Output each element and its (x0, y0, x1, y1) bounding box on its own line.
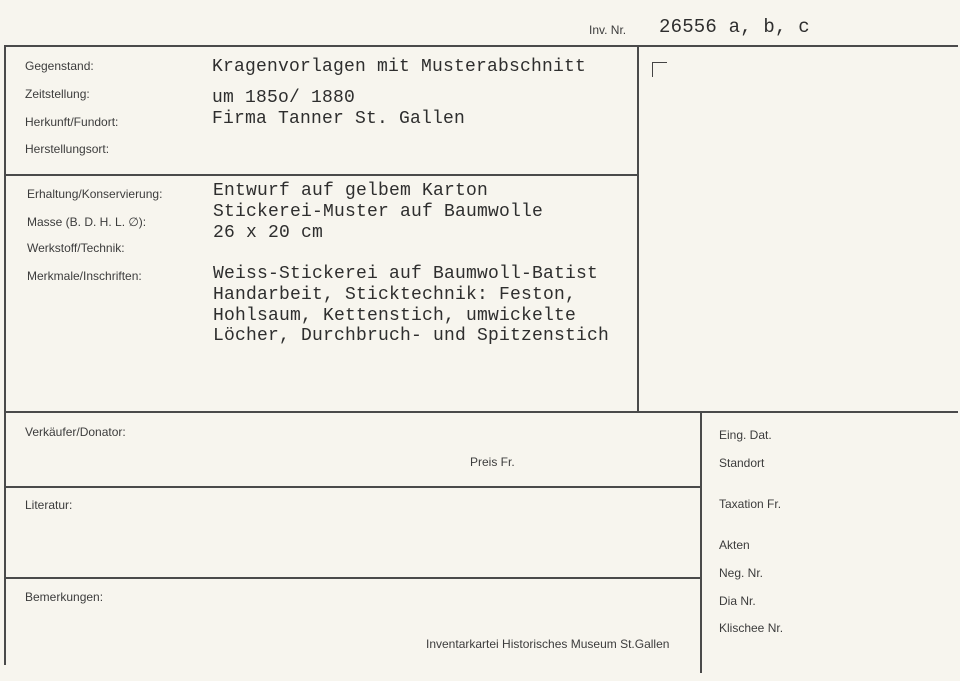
corner-mark (652, 62, 667, 77)
rule-verkaeufer (5, 486, 701, 488)
rule-vertical-top (637, 45, 639, 412)
preis-label: Preis Fr. (470, 455, 515, 469)
herkunft-label: Herkunft/Fundort: (25, 115, 119, 129)
gegenstand-value: Kragenvorlagen mit Musterabschnitt (212, 57, 587, 77)
akten-label: Akten (719, 538, 750, 552)
rule-vertical-bottom (700, 411, 702, 673)
rule-section2 (5, 411, 958, 413)
inv-nr-label: Inv. Nr. (589, 23, 627, 37)
rule-left-edge (4, 45, 6, 665)
herstellungsort-label: Herstellungsort: (25, 142, 110, 156)
eing-dat-label: Eing. Dat. (719, 428, 772, 442)
description-line: Entwurf auf gelbem Karton (213, 181, 489, 201)
dia-nr-label: Dia Nr. (719, 594, 756, 608)
masse-label: Masse (B. D. H. L. ∅): (27, 215, 147, 229)
description-line: Stickerei-Muster auf Baumwolle (213, 202, 544, 222)
bemerkungen-label: Bemerkungen: (25, 590, 104, 604)
rule-literatur (5, 577, 701, 579)
verkaeufer-label: Verkäufer/Donator: (25, 425, 126, 439)
gegenstand-label: Gegenstand: (25, 59, 94, 73)
rule-section1 (5, 174, 639, 176)
literatur-label: Literatur: (25, 498, 73, 512)
description-line: Weiss-Stickerei auf Baumwoll-Batist (213, 264, 599, 284)
merkmale-label: Merkmale/Inschriften: (27, 269, 142, 283)
herkunft-value: Firma Tanner St. Gallen (212, 109, 466, 129)
werkstoff-label: Werkstoff/Technik: (27, 241, 125, 255)
standort-label: Standort (719, 456, 765, 470)
description-line: 26 x 20 cm (213, 223, 324, 243)
rule-top (5, 45, 958, 47)
klischee-nr-label: Klischee Nr. (719, 621, 784, 635)
zeitstellung-label: Zeitstellung: (25, 87, 90, 101)
erhaltung-label: Erhaltung/Konservierung: (27, 187, 163, 201)
taxation-label: Taxation Fr. (719, 497, 782, 511)
description-line: Handarbeit, Sticktechnik: Feston, (213, 285, 577, 305)
description-line: Hohlsaum, Kettenstich, umwickelte (213, 306, 577, 326)
description-line: Löcher, Durchbruch- und Spitzenstich (213, 326, 610, 346)
footer-institution: Inventarkartei Historisches Museum St.Gallen (426, 637, 670, 651)
zeitstellung-value: um 185o/ 1880 (212, 88, 356, 108)
inv-nr-value: 26556 a, b, c (659, 16, 810, 38)
neg-nr-label: Neg. Nr. (719, 566, 764, 580)
